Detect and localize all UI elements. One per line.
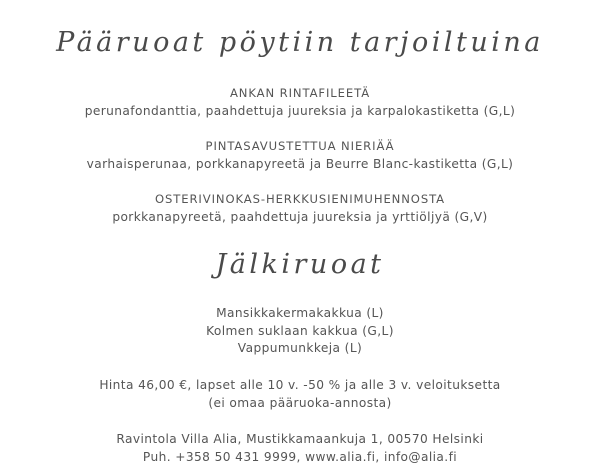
dessert-item: Vappumunkkeja (L): [237, 341, 363, 355]
main-courses-heading: Pääruoat pöytiin tarjoiltuina: [56, 27, 544, 58]
dish-item: [0, 138, 600, 173]
restaurant-address: Ravintola Villa Alia, Mustikkamaankuja 1, 00570 Helsinki: [116, 432, 484, 446]
dish-item: [0, 191, 600, 226]
dish-item: [0, 85, 600, 120]
restaurant-contact: Puh. +358 50 431 9999, www.alia.fi, info@alia.fi: [142, 450, 458, 464]
dish-description: porkkanapyreetä, paahdettuja juureksia ja yrttiöljyä (G,V): [112, 210, 488, 224]
price-line: Hinta 46,00 €, lapset alle 10 v. -50 % ja alle 3 v. veloituksetta: [99, 378, 501, 392]
restaurant-footer: [0, 430, 600, 466]
dish-description: varhaisperunaa, porkkanapyreetä ja Beurre Blanc-kastiketta (G,L): [86, 157, 514, 171]
dish-name: ANKAN RINTAFILEETÄ: [229, 86, 371, 100]
dish-name: OSTERIVINOKAS-HERKKUSIENIMUHENNOSTA: [154, 192, 446, 206]
dessert-item: Kolmen suklaan kakkua (G,L): [206, 323, 394, 338]
desserts-heading: Jälkiruoat: [215, 249, 385, 280]
dish-name: PINTASAVUSTETTUA NIERIÄÄ: [205, 139, 395, 153]
dessert-item: Mansikkakermakakkua (L): [216, 306, 384, 320]
price-info: [0, 376, 600, 412]
dish-description: perunafondanttia, paahdettuja juureksia ja karpalokastiketta (G,L): [84, 104, 516, 118]
price-note: (ei omaa pääruoka-annosta): [208, 396, 392, 410]
dessert-list: [0, 305, 600, 358]
